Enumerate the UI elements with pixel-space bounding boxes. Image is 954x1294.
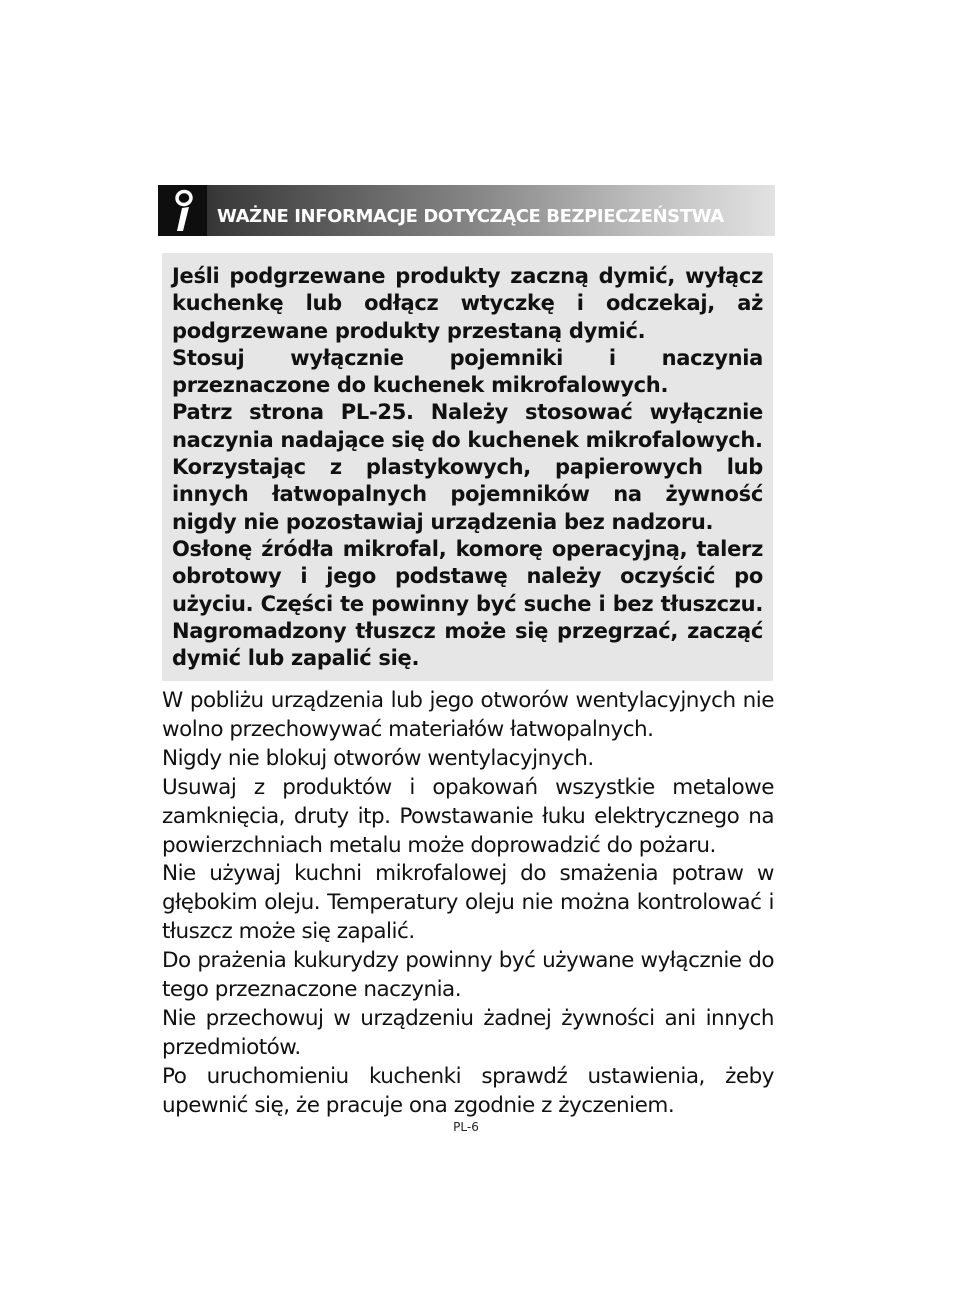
body-paragraph: Po uruchomieniu kuchenki sprawdź ustawienia, żeby upewnić się, że pracuje ona zgodnie z życzeniem. bbox=[162, 1063, 774, 1118]
warning-paragraph: Patrz strona PL-25. Należy stosować wyłącznie naczynia nadające się do kuchenek mikrofalowych. bbox=[172, 400, 763, 452]
body-paragraph: W pobliżu urządzenia lub jego otworów wentylacyjnych nie wolno przechowywać materiałów łatwopalnych. bbox=[162, 688, 774, 742]
warning-paragraph: Osłonę źródła mikrofal, komorę operacyjną, talerz obrotowy i jego podstawę należy oczyścić po użyciu. Części te powinny być suche i bez tłuszczu. Nagromadzony tłuszcz może się przegrzać, zacząć dymić lub zapalić się. bbox=[172, 536, 763, 671]
section-header bbox=[158, 185, 775, 236]
section-title: WAŻNE INFORMACJE DOTYCZĄCE BEZPIECZEŃSTWA bbox=[217, 206, 724, 227]
body-text bbox=[162, 687, 774, 1121]
body-paragraph: Nie przechowuj w urządzeniu żadnej żywności ani innych przedmiotów. bbox=[162, 1005, 774, 1060]
info-icon bbox=[158, 185, 207, 236]
warning-box bbox=[162, 253, 773, 681]
body-paragraph: Do prażenia kukurydzy powinny być używane wyłącznie do tego przeznaczone naczynia. bbox=[162, 948, 774, 1003]
body-paragraph: Nigdy nie blokuj otworów wentylacyjnych. bbox=[162, 745, 594, 771]
page-number: PL-6 bbox=[453, 1120, 479, 1134]
body-paragraph: Nie używaj kuchni mikrofalowej do smażenia potraw w głębokim oleju. Temperatury oleju nie można kontrolować i tłuszcz może się zapalić. bbox=[162, 861, 774, 945]
warning-paragraph: Stosuj wyłącznie pojemniki i naczynia przeznaczone do kuchenek mikrofalowych. bbox=[172, 345, 763, 398]
body-paragraph: Usuwaj z produktów i opakowań wszystkie metalowe zamknięcia, druty itp. Powstawanie łuku elektrycznego na powierzchniach metalu może doprowadzić do pożaru. bbox=[162, 774, 774, 858]
warning-paragraph: Jeśli podgrzewane produkty zaczną dymić, wyłącz kuchenkę lub odłącz wtyczkę i odczekaj, aż podgrzewane produkty przestaną dymić. bbox=[172, 264, 763, 343]
warning-paragraph: Korzystając z plastykowych, papierowych lub innych łatwopalnych pojemników na żywność nigdy nie pozostawiaj urządzenia bez nadzoru. bbox=[172, 455, 763, 534]
